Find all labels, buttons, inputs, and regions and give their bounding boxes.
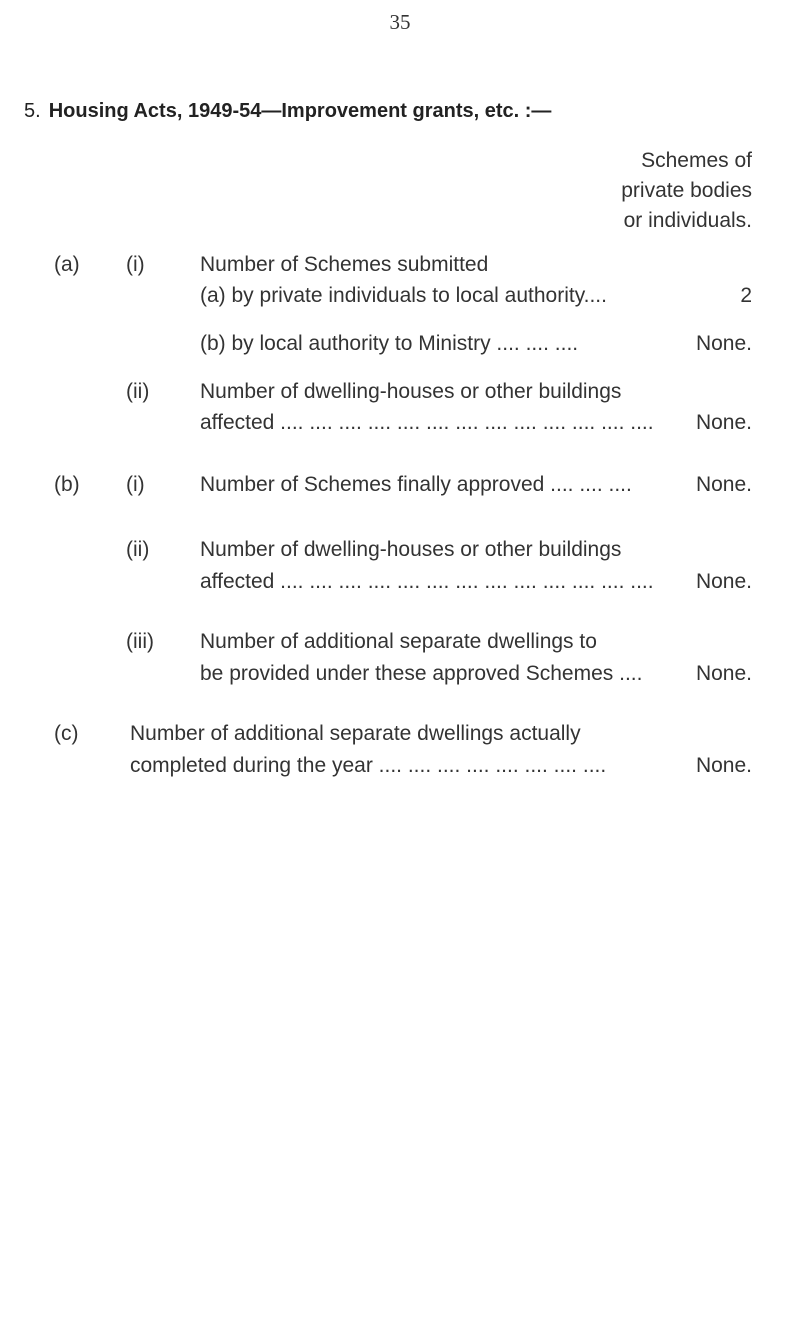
section-b-item-i-marker: (i) — [126, 473, 145, 496]
section-c-line-1: Number of additional separate dwellings actually — [130, 722, 581, 745]
column-header-line-1: Schemes of — [641, 149, 752, 172]
page-number: 35 — [389, 10, 411, 34]
column-header-line-2: private bodies — [621, 179, 752, 202]
section-a-item-i-marker: (i) — [126, 253, 145, 276]
section-a-item-ii-line-1: Number of dwelling-houses or other buildings — [200, 380, 622, 403]
section-c-marker: (c) — [54, 722, 79, 745]
section-b-item-i-label: Number of Schemes finally approved .... .... .... — [200, 473, 632, 496]
section-b-item-i-value: None. — [695, 473, 752, 496]
section-title: Housing Acts, 1949-54—Improvement grants, etc. :— — [48, 100, 552, 122]
section-c-line-2: completed during the year .... .... .... .... .... .... .... .... — [130, 754, 607, 777]
section-b-item-iii-value: None. — [695, 662, 752, 685]
section-heading — [24, 100, 551, 123]
section-b-item-ii-line-2: affected .... .... .... .... .... .... .... .... .... .... .... .... .... — [200, 570, 654, 593]
section-b-item-ii-value: None. — [695, 570, 752, 593]
section-c-value: None. — [695, 754, 752, 777]
section-a-item-ii-line-2: affected .... .... .... .... .... .... .... .... .... .... .... .... .... — [200, 411, 654, 434]
section-b-item-iii-marker: (iii) — [126, 630, 154, 653]
section-a-marker: (a) — [54, 253, 80, 276]
section-a-item-i-label: Number of Schemes submitted — [200, 253, 489, 276]
section-a-sub-a-value: 2 — [740, 284, 752, 307]
section-b-item-ii-line-1: Number of dwelling-houses or other buildings — [200, 538, 622, 561]
section-b-item-ii-marker: (ii) — [126, 538, 150, 561]
section-b-marker: (b) — [54, 473, 80, 496]
section-a-item-ii-marker: (ii) — [126, 380, 150, 403]
section-number: 5. — [24, 100, 41, 122]
section-a-item-ii-value: None. — [695, 411, 752, 434]
section-b-item-iii-line-1: Number of additional separate dwellings to — [200, 630, 597, 653]
column-header — [621, 146, 752, 236]
section-b-item-iii-line-2: be provided under these approved Schemes .... — [200, 662, 643, 685]
section-a-sub-b-label: (b) by local authority to Ministry .... .... .... — [200, 332, 579, 355]
section-a-sub-b-value: None. — [695, 332, 752, 355]
section-a-sub-a-label: (a) by private individuals to local authority.... — [200, 284, 607, 307]
column-header-line-3: or individuals. — [623, 209, 752, 232]
